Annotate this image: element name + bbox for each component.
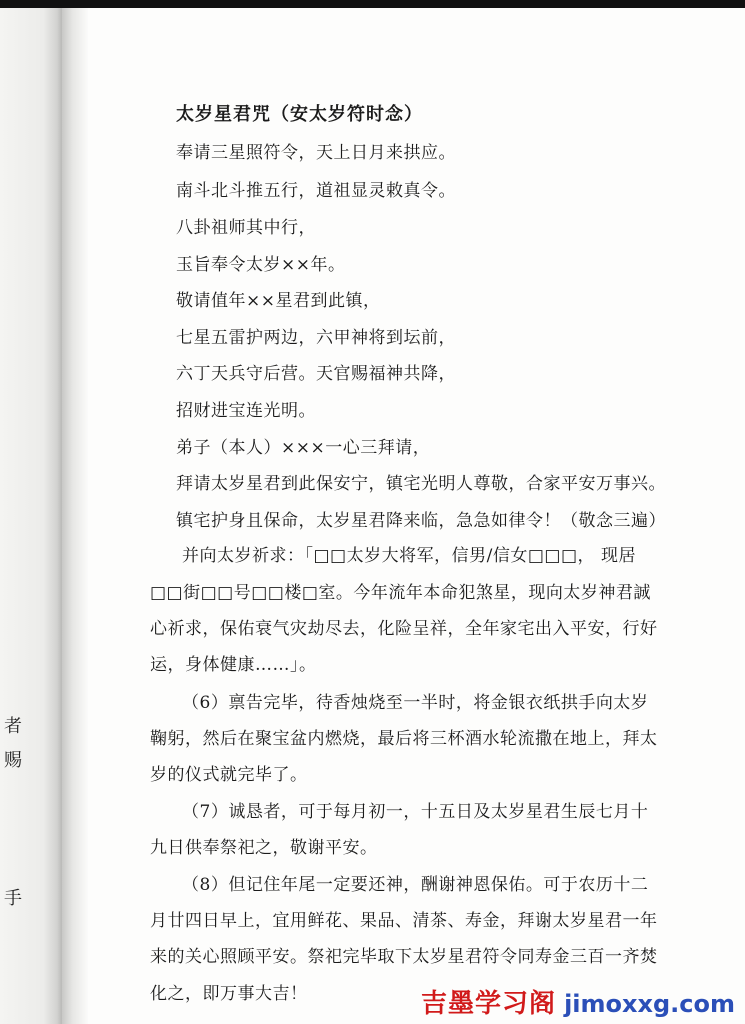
section-title: 太岁星君咒（安太岁符时念） — [176, 104, 423, 125]
facing-page-char: 赐 — [4, 750, 22, 771]
text-line: （8）但记住年尾一定要还神，酬谢神恩保佑。可于农历十二 — [182, 875, 649, 895]
text-line: 奉请三星照符令，天上日月来拱应。 — [176, 143, 456, 163]
text-line: 月廿四日早上，宜用鲜花、果品、清茶、寿金，拜谢太岁星君一年 — [150, 911, 658, 931]
text-line: 招财进宝连光明。 — [176, 401, 316, 421]
facing-page-edge — [0, 8, 62, 1024]
text-line: （6）禀告完毕，待香烛烧至一半时，将金银衣纸拱手向太岁 — [182, 693, 649, 713]
text-line: 镇宅护身且保命，太岁星君降来临，急急如律令！（敬念三遍） — [176, 511, 666, 531]
text-line: 鞠躬，然后在聚宝盆内燃烧，最后将三杯酒水轮流撒在地上，拜太 — [150, 729, 658, 749]
text-line: 六丁天兵守后营。天官赐福神共降， — [176, 364, 456, 384]
text-line: □□街□□号□□楼□室。今年流年本命犯煞星，现向太岁神君誠 — [150, 583, 651, 603]
text-line: 岁的仪式就完毕了。 — [150, 765, 308, 785]
text-line: 并向太岁祈求：「□□太岁大将军，信男/信女□□□， 现居 — [182, 546, 636, 566]
text-line: 玉旨奉令太岁××年。 — [176, 255, 346, 275]
text-line: 运，身体健康……」。 — [150, 655, 317, 675]
book-gutter — [62, 8, 88, 1024]
scan-top-edge — [0, 0, 745, 8]
watermark-cn: 吉墨学习阁 — [421, 989, 557, 1019]
text-line: 敬请值年××星君到此镇， — [176, 291, 381, 311]
text-line: 来的关心照顾平安。祭祀完毕取下太岁星君符令同寿金三百一齐焚 — [150, 947, 658, 967]
text-line: （7）诚恳者，可于每月初一，十五日及太岁星君生辰七月十 — [182, 802, 649, 822]
watermark-url: jimoxxg.com — [564, 990, 735, 1018]
text-line: 七星五雷护两边，六甲神将到坛前， — [176, 328, 456, 348]
text-line: 南斗北斗推五行，道祖显灵敕真令。 — [176, 181, 456, 201]
text-line: 弟子（本人）×××一心三拜请， — [176, 438, 431, 458]
text-line: 拜请太岁星君到此保安宁，镇宅光明人尊敬，合家平安万事兴。 — [176, 474, 666, 494]
text-line: 八卦祖师其中行， — [176, 218, 316, 238]
facing-page-char: 者 — [4, 716, 22, 737]
text-line: 九日供奉祭祀之，敬谢平安。 — [150, 838, 378, 858]
text-line: 化之，即万事大吉！ — [150, 984, 308, 1004]
facing-page-char: 手 — [4, 888, 22, 909]
site-watermark — [421, 983, 735, 1020]
text-line: 心祈求，保佑衰气灾劫尽去，化险呈祥，全年家宅出入平安，行好 — [150, 619, 658, 639]
